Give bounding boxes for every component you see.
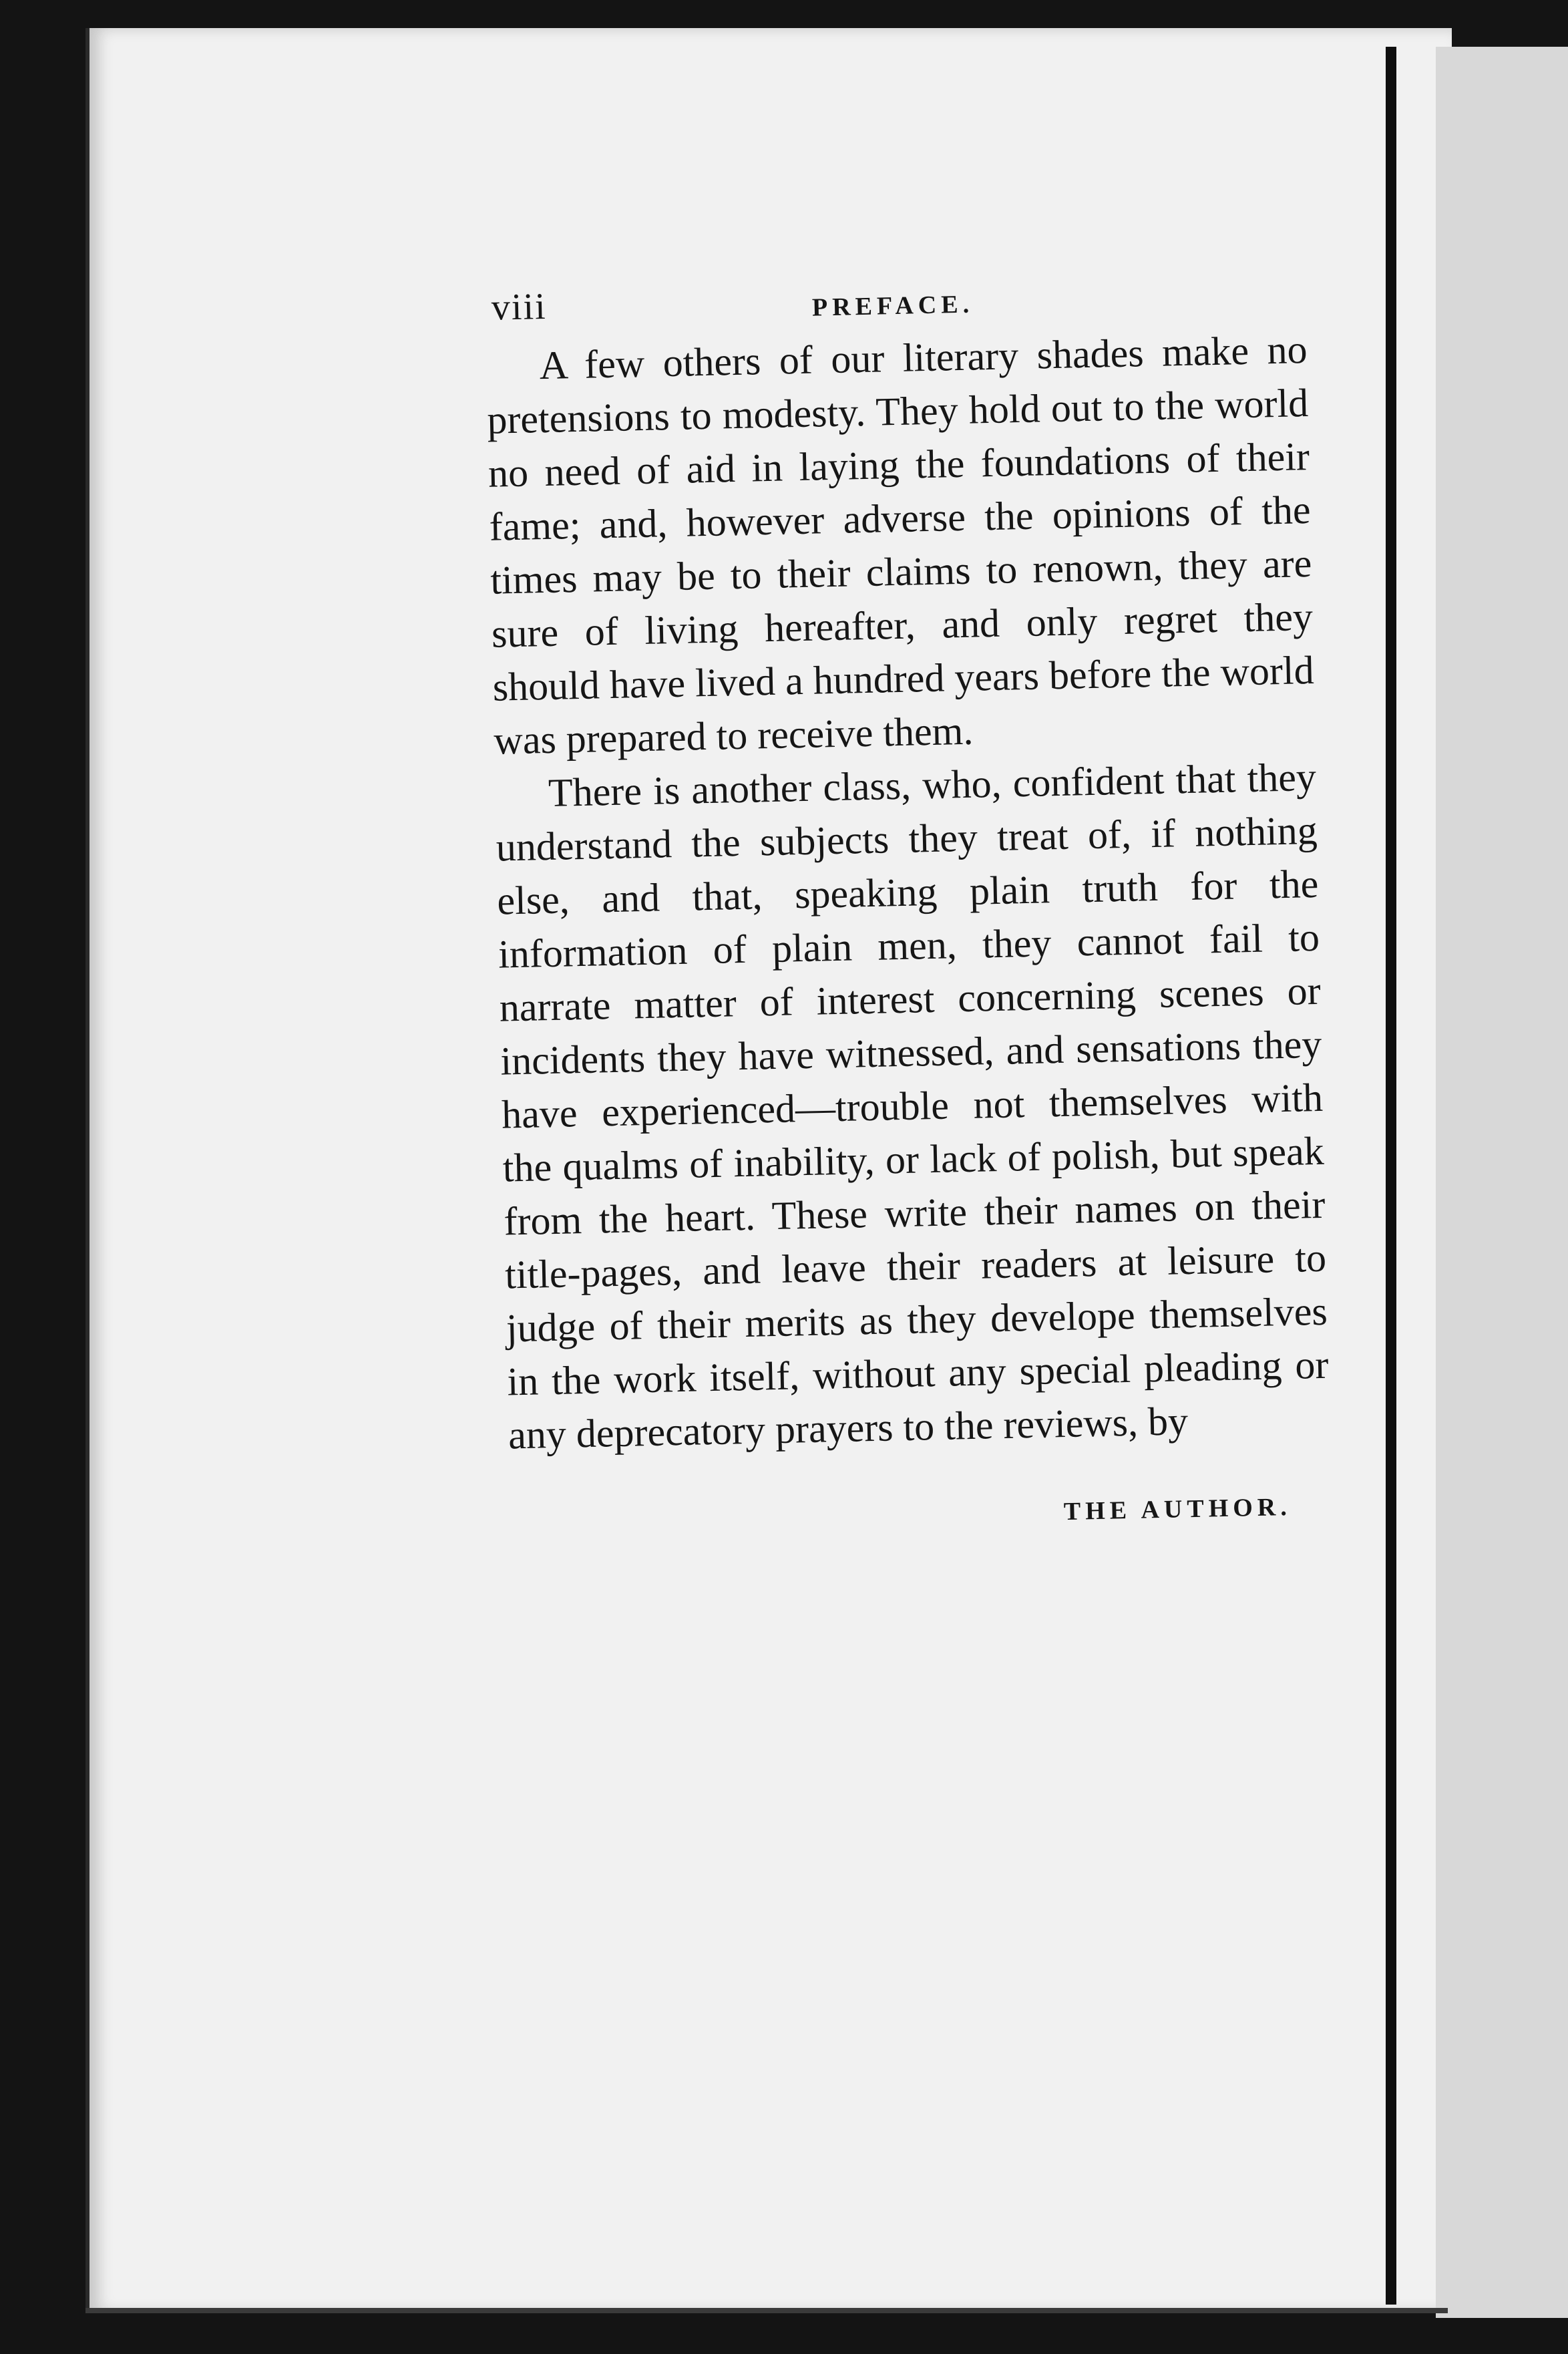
page-content: [383, 229, 1345, 1540]
running-title: PREFACE.: [811, 290, 974, 322]
book-gutter: [1386, 47, 1396, 2305]
book-page: [85, 28, 1452, 2313]
preface-text: [385, 323, 1345, 1540]
paragraph: There is another class, who, confident that they understand the subjects they treat of, if nothing else, and that, speaking plain truth for the information of plain men, they cannot fail to narrate matter of interest concerning scenes or incidents they have witnessed, and sensations they have experienced—trouble not themselves with the qualms of inability, or lack of polish, but speak from the heart. These write their names on their title-pages, and leave their readers at leisure to judge of their merits as they develope themselves in the work itself, without any special pleading or any deprecatory prayers to the reviews, by: [496, 754, 1329, 1458]
page-number: viii: [491, 285, 548, 329]
facing-page-edge: [1436, 47, 1568, 2318]
author-signature: THE AUTHOR.: [1063, 1492, 1292, 1526]
paragraph: A few others of our literary shades make no pretensions to modesty. They hold out to the world no need of aid in laying the foundations of their fame; and, however adverse the opinions of the times may be to their claims to renown, they are sure of living hereafter, and only regret they should have lived a hundred years before the world was prepared to receive them.: [486, 327, 1315, 763]
page-header: [383, 229, 1320, 329]
page-bottom-edge: [85, 2308, 1448, 2313]
